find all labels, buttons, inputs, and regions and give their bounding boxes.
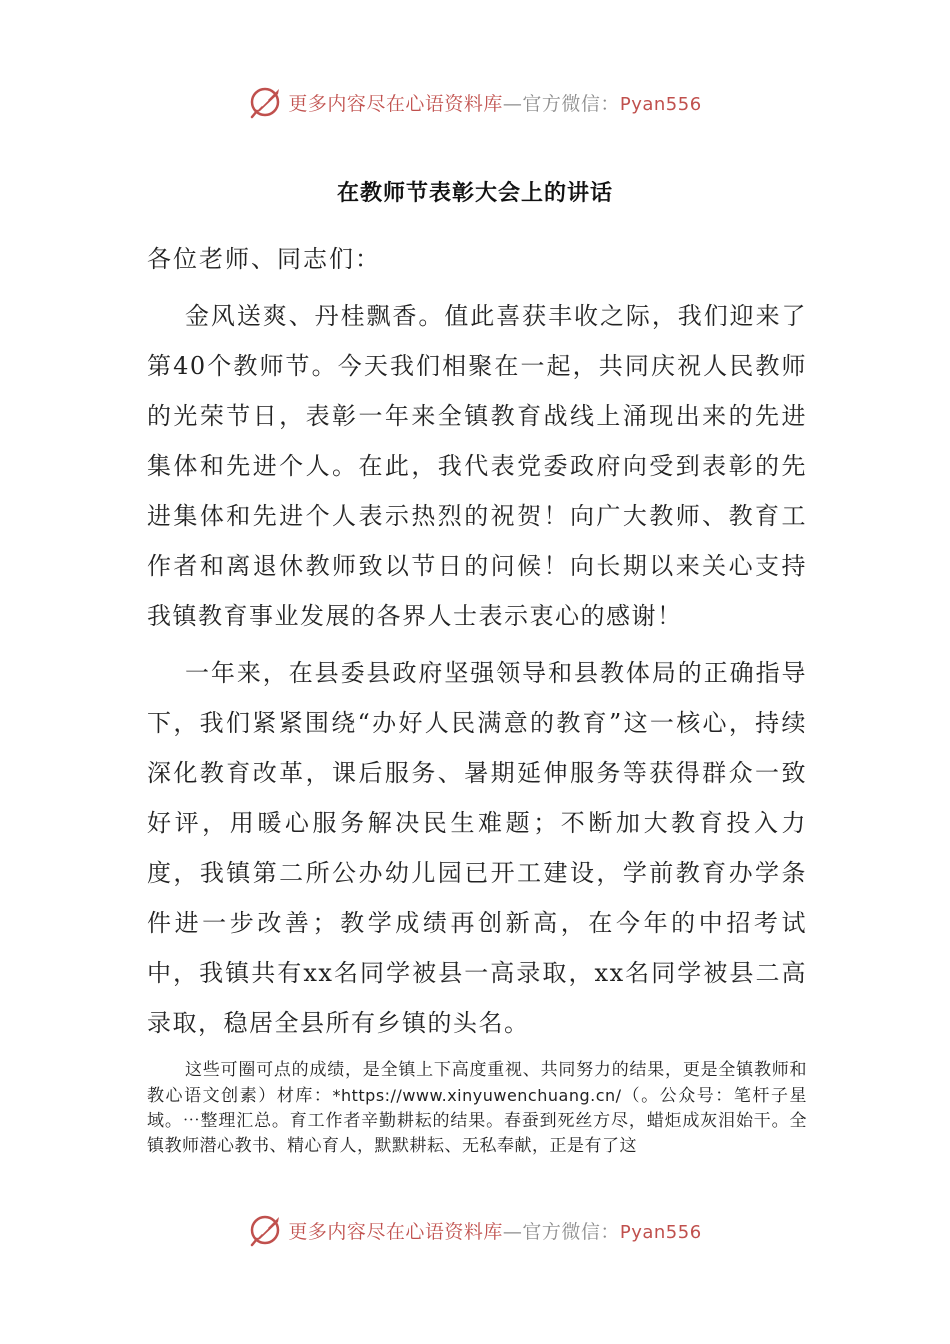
paragraph-3-end: （。公众号：笔杆子星域。⋯整理汇总。育工作者辛勤耕耘的结果。春蚕到死丝方尽，蜡炬成灰泪始干。全镇教师潜心教书、精心育人，默默耕耘、无私奉献，正是有了这 [147,1086,807,1156]
paragraph-3 [147,1058,807,1159]
footer-banner [0,1210,950,1250]
banner-wechat-id: Pyan556 [619,1221,702,1243]
header-banner [0,82,950,122]
salutation: 各位老师、同志们： [147,245,381,273]
banner-main-text: 更多内容尽在心语资料库 [288,92,503,115]
document-title: 在教师节表彰大会上的讲话 [336,181,613,206]
paragraph-2: 一年来，在县委县政府坚强领导和县教体局的正确指导下，我们紧紧围绕“办好人民满意的教育”这一核心，持续深化教育改革，课后服务、暑期延伸服务等获得群众一致好评，用暖心服务解决民生难题；不断加大教育投入力度，我镇第二所公办幼儿园已开工建设，学前教育办学条件进一步改善；教学成绩再创新高，在今年的中招考试中，我镇共有xx名同学被县一高录取，xx名同学被县二高录取，稳居全县所有乡镇的头名。 [147,659,807,1037]
banner-wechat-id: Pyan556 [619,93,702,115]
banner-official-label: 官方微信： [522,1220,620,1243]
paragraph-3-start: 这些可圈可点的成绩，是全镇上下高度重视、共同努力的结果，更是全镇教师和教心语文创素）材库： [147,1060,807,1106]
banner-text [288,89,701,116]
source-url: *https://www.xinyuwenchuang.cn/ [332,1086,622,1105]
paragraph-1: 金风送爽、丹桂飘香。值此喜获丰收之际，我们迎来了第40个教师节。今天我们相聚在一起，共同庆祝人民教师的光荣节日，表彰一年来全镇教育战线上涌现出来的先进集体和先进个人。在此，我代表党委政府向受到表彰的先进集体和先进个人表示热烈的祝贺！向广大教师、教育工作者和离退休教师致以节日的问候！向长期以来关心支持我镇教育事业发展的各界人士表示衷心的感谢！ [147,302,807,630]
document-body [147,234,807,1159]
banner-text [288,1217,701,1244]
quill-pen-logo-icon [248,84,284,120]
banner-dash: — [502,1220,523,1243]
banner-official-label: 官方微信： [522,92,620,115]
banner-main-text: 更多内容尽在心语资料库 [288,1220,503,1243]
banner-dash: — [502,92,523,115]
quill-pen-logo-icon [248,1212,284,1248]
